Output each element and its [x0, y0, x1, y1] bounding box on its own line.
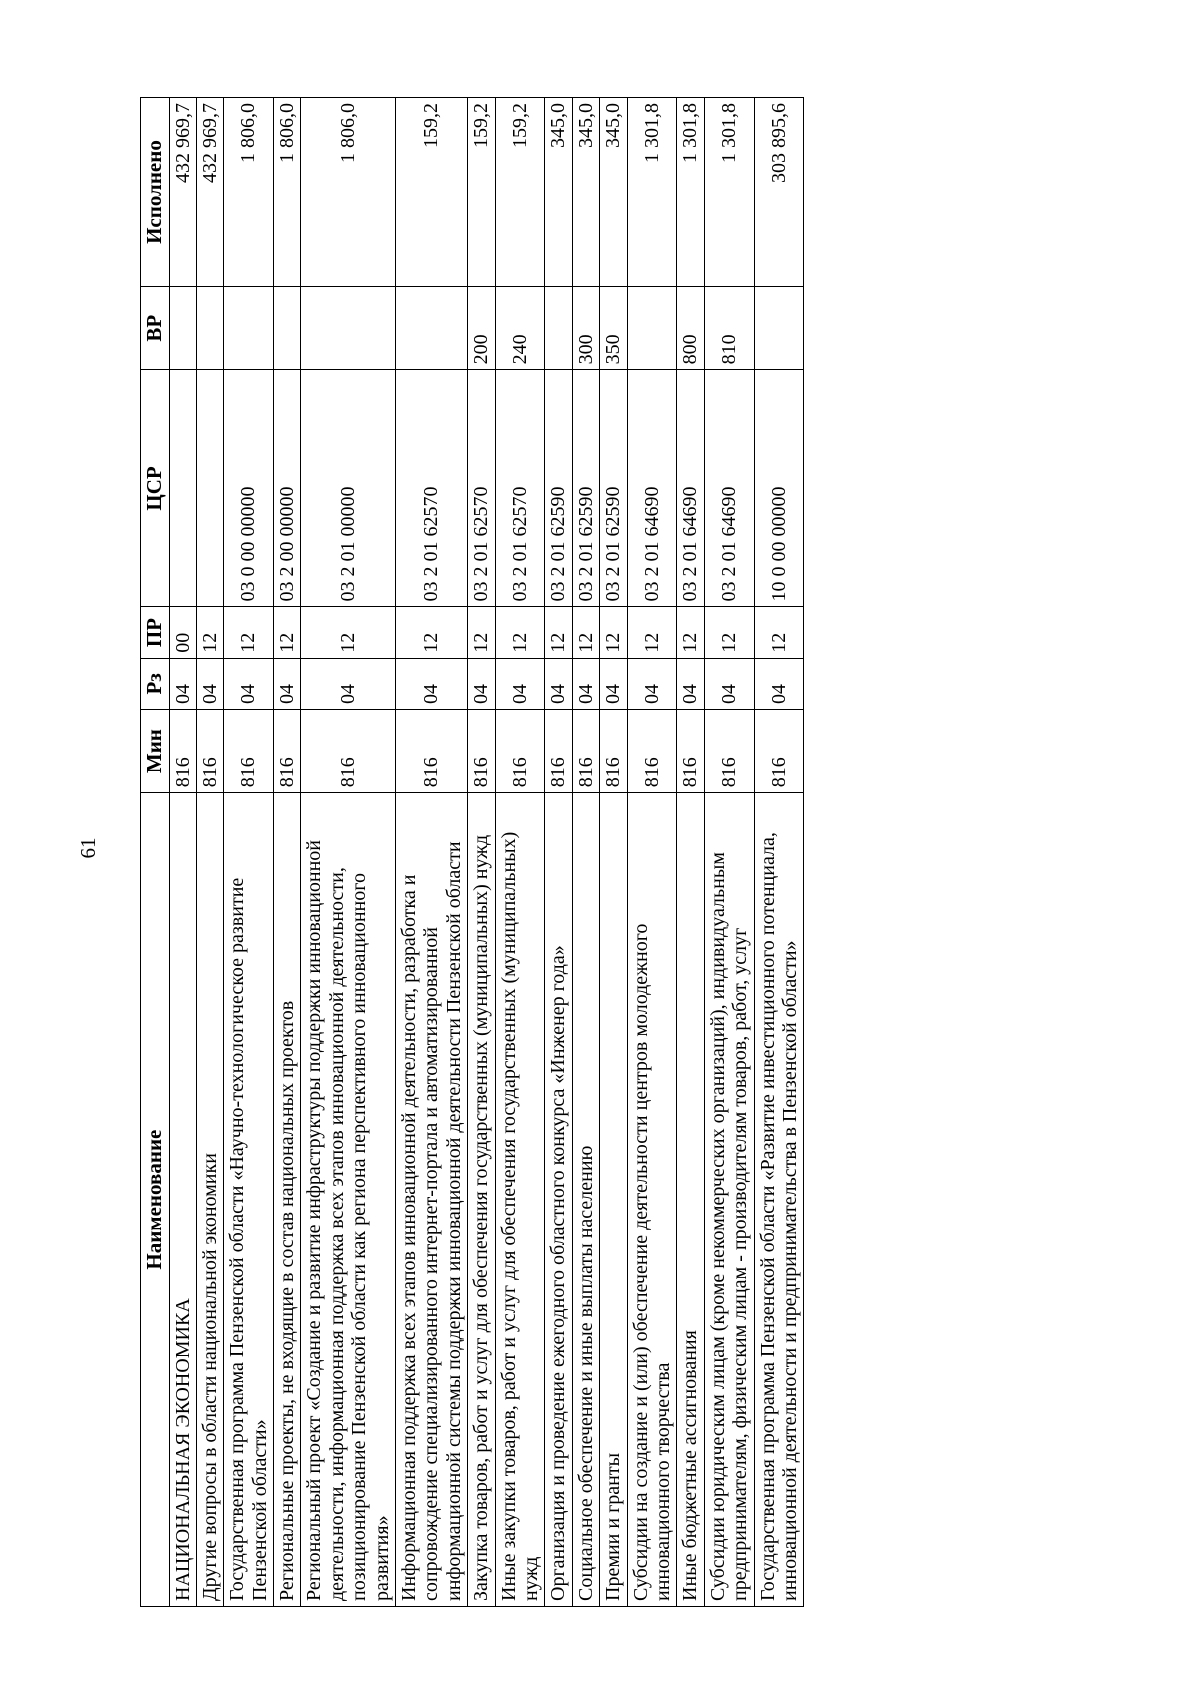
- cell-rz: 04: [396, 658, 468, 709]
- header-rz: Рз: [141, 658, 170, 709]
- cell-rz: 04: [677, 658, 704, 709]
- cell-isp: 345,0: [572, 98, 599, 287]
- cell-isp: 1 301,8: [627, 98, 677, 287]
- cell-min: 816: [169, 709, 196, 792]
- cell-isp: 432 969,7: [196, 98, 223, 287]
- table-row: [572, 98, 599, 1607]
- cell-csr: 03 2 01 62590: [600, 370, 627, 607]
- cell-isp: 159,2: [495, 98, 545, 287]
- cell-rz: 04: [301, 658, 396, 709]
- cell-min: 816: [600, 709, 627, 792]
- cell-name: Иные бюджетные ассигнования: [677, 793, 704, 1607]
- table-row: [677, 98, 704, 1607]
- cell-csr: 03 2 01 64690: [677, 370, 704, 607]
- cell-rz: 04: [169, 658, 196, 709]
- cell-csr: 10 0 00 00000: [754, 370, 804, 607]
- header-min: Мин: [141, 709, 170, 792]
- cell-vr: [169, 287, 196, 370]
- cell-min: 816: [704, 709, 754, 792]
- table-row: [396, 98, 468, 1607]
- cell-pr: 12: [495, 607, 545, 658]
- table-row: [495, 98, 545, 1607]
- cell-vr: 800: [677, 287, 704, 370]
- cell-rz: 04: [704, 658, 754, 709]
- cell-rz: 04: [627, 658, 677, 709]
- cell-csr: [196, 370, 223, 607]
- cell-vr: [301, 287, 396, 370]
- cell-name: Другие вопросы в области национальной экономики: [196, 793, 223, 1607]
- cell-min: 816: [572, 709, 599, 792]
- cell-isp: 1 806,0: [274, 98, 301, 287]
- cell-csr: 03 2 01 00000: [301, 370, 396, 607]
- cell-min: 816: [224, 709, 274, 792]
- budget-table: [140, 97, 804, 1607]
- cell-rz: 04: [495, 658, 545, 709]
- cell-vr: 300: [572, 287, 599, 370]
- header-isp: Исполнено: [141, 98, 170, 287]
- cell-pr: 12: [224, 607, 274, 658]
- header-csr: ЦСР: [141, 370, 170, 607]
- cell-rz: 04: [468, 658, 495, 709]
- cell-csr: 03 2 01 62570: [495, 370, 545, 607]
- cell-pr: 12: [677, 607, 704, 658]
- cell-vr: [396, 287, 468, 370]
- cell-vr: 200: [468, 287, 495, 370]
- cell-min: 816: [545, 709, 572, 792]
- cell-pr: 12: [301, 607, 396, 658]
- cell-vr: [224, 287, 274, 370]
- cell-name: Государственная программа Пензенской области «Научно-технологическое развитие Пензенской области»: [224, 793, 274, 1607]
- cell-rz: 04: [600, 658, 627, 709]
- cell-name: Региональные проекты, не входящие в состав национальных проектов: [274, 793, 301, 1607]
- cell-name: Субсидии юридическим лицам (кроме некоммерческих организаций), индивидуальным предпринимателям, физическим лицам - производителям товаров, работ, услуг: [704, 793, 754, 1607]
- cell-csr: 03 0 00 00000: [224, 370, 274, 607]
- cell-rz: 04: [572, 658, 599, 709]
- cell-name: Закупка товаров, работ и услуг для обеспечения государственных (муниципальных) нужд: [468, 793, 495, 1607]
- table-row: [224, 98, 274, 1607]
- cell-vr: 350: [600, 287, 627, 370]
- cell-vr: 240: [495, 287, 545, 370]
- cell-isp: 345,0: [600, 98, 627, 287]
- cell-csr: 03 2 01 62590: [545, 370, 572, 607]
- cell-isp: 303 895,6: [754, 98, 804, 287]
- cell-name: Премии и гранты: [600, 793, 627, 1607]
- cell-vr: [627, 287, 677, 370]
- cell-csr: 03 2 00 00000: [274, 370, 301, 607]
- table-row: [468, 98, 495, 1607]
- cell-csr: 03 2 01 62570: [468, 370, 495, 607]
- cell-min: 816: [468, 709, 495, 792]
- cell-pr: 00: [169, 607, 196, 658]
- header-vr: ВР: [141, 287, 170, 370]
- table-row: [754, 98, 804, 1607]
- cell-min: 816: [196, 709, 223, 792]
- table-row: [301, 98, 396, 1607]
- cell-name: Иные закупки товаров, работ и услуг для обеспечения государственных (муниципальных) нужд: [495, 793, 545, 1607]
- table-row: [545, 98, 572, 1607]
- header-name: Наименование: [141, 793, 170, 1607]
- cell-rz: 04: [274, 658, 301, 709]
- cell-isp: 1 806,0: [301, 98, 396, 287]
- table-row: [600, 98, 627, 1607]
- cell-isp: 1 806,0: [224, 98, 274, 287]
- table-header-row: [141, 98, 170, 1607]
- rotated-table-container: [140, 97, 804, 1607]
- cell-pr: 12: [600, 607, 627, 658]
- cell-name: Информационная поддержка всех этапов инновационной деятельности, разработка и сопровождение специализированного интернет-портала и автоматизированной информационной системы поддержки инновационной деятельности Пензенской области: [396, 793, 468, 1607]
- cell-isp: 159,2: [396, 98, 468, 287]
- header-pr: ПР: [141, 607, 170, 658]
- cell-vr: [274, 287, 301, 370]
- cell-rz: 04: [224, 658, 274, 709]
- cell-pr: 12: [545, 607, 572, 658]
- table-row: [704, 98, 754, 1607]
- cell-name: Государственная программа Пензенской области «Развитие инвестиционного потенциала, инновационной деятельности и предпринимательства в Пензенской области»: [754, 793, 804, 1607]
- table-row: [196, 98, 223, 1607]
- cell-csr: 03 2 01 62590: [572, 370, 599, 607]
- cell-isp: 1 301,8: [677, 98, 704, 287]
- table-row: [274, 98, 301, 1607]
- cell-csr: 03 2 01 64690: [704, 370, 754, 607]
- cell-csr: [169, 370, 196, 607]
- cell-rz: 04: [545, 658, 572, 709]
- cell-min: 816: [677, 709, 704, 792]
- cell-vr: [545, 287, 572, 370]
- cell-min: 816: [495, 709, 545, 792]
- cell-isp: 432 969,7: [169, 98, 196, 287]
- cell-vr: [196, 287, 223, 370]
- cell-rz: 04: [754, 658, 804, 709]
- cell-pr: 12: [627, 607, 677, 658]
- cell-name: Субсидии на создание и (или) обеспечение деятельности центров молодежного инновационного творчества: [627, 793, 677, 1607]
- cell-min: 816: [301, 709, 396, 792]
- cell-name: НАЦИОНАЛЬНАЯ ЭКОНОМИКА: [169, 793, 196, 1607]
- cell-vr: 810: [704, 287, 754, 370]
- cell-name: Социальное обеспечение и иные выплаты населению: [572, 793, 599, 1607]
- cell-pr: 12: [396, 607, 468, 658]
- cell-pr: 12: [274, 607, 301, 658]
- cell-csr: 03 2 01 64690: [627, 370, 677, 607]
- cell-pr: 12: [754, 607, 804, 658]
- cell-pr: 12: [572, 607, 599, 658]
- cell-csr: 03 2 01 62570: [396, 370, 468, 607]
- cell-isp: 1 301,8: [704, 98, 754, 287]
- cell-name: Организация и проведение ежегодного областного конкурса «Инженер года»: [545, 793, 572, 1607]
- cell-min: 816: [627, 709, 677, 792]
- cell-isp: 345,0: [545, 98, 572, 287]
- cell-name: Региональный проект «Создание и развитие инфраструктуры поддержки инновационной деятельности, информационная поддержка всех этапов инновационной деятельности, позиционирование Пензенской области как региона перспективного инновационного развития»: [301, 793, 396, 1607]
- cell-rz: 04: [196, 658, 223, 709]
- cell-pr: 12: [704, 607, 754, 658]
- cell-pr: 12: [468, 607, 495, 658]
- cell-pr: 12: [196, 607, 223, 658]
- cell-isp: 159,2: [468, 98, 495, 287]
- table-row: [627, 98, 677, 1607]
- cell-min: 816: [274, 709, 301, 792]
- cell-vr: [754, 287, 804, 370]
- cell-min: 816: [754, 709, 804, 792]
- table-row: [169, 98, 196, 1607]
- cell-min: 816: [396, 709, 468, 792]
- page-number: 61: [76, 837, 100, 859]
